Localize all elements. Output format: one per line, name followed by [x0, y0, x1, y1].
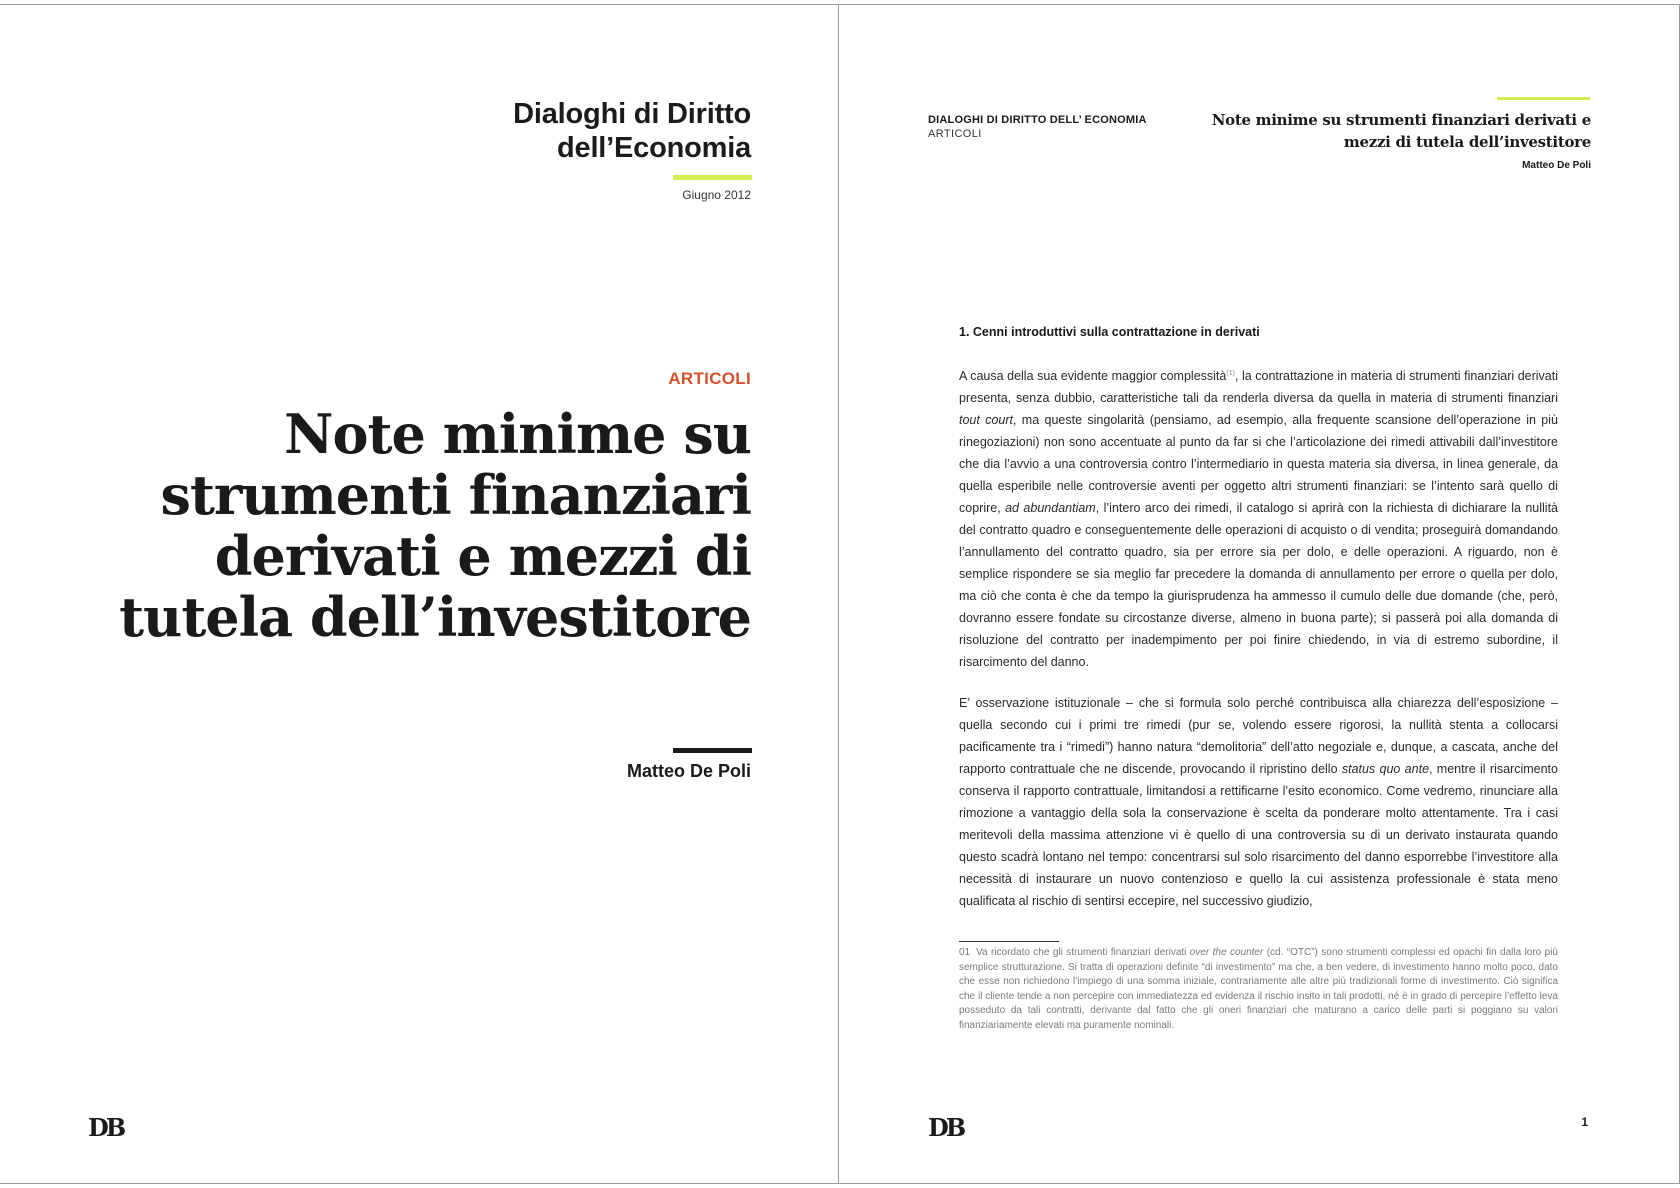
journal-title-line: Dialoghi di Diritto: [513, 98, 751, 130]
article-title: [111, 404, 751, 648]
db-logo: DB: [88, 1113, 124, 1142]
italic-text: tout court: [959, 413, 1013, 428]
italic-text: over the counter: [1189, 947, 1264, 958]
text-run: A causa della sua evidente maggior complessità: [959, 369, 1227, 384]
text-run: , l’intero arco dei rimedi, il catalogo si aprirà con la richiesta di dichiarare la nullità del contratto quadro e conseguentemente delle operazioni di acquisto o di vendita; proseguirà domandando l’annullamento del contratto quadro, sia per errore sia per dolo, e delle operazioni. A riguardo, non è semplice rispondere se sia meglio far precedere la domanda di annullamento per errore o quella per dolo, ma ciò che conta è che da tempo la giurisprudenza ha ammesso il cumulo delle due domande (che, però, dovranno essere fondate su circostanze diverse, almeno in buona parte); si passerà poi alla domanda di risoluzione del contratto per inadempimento per poi finire chiedendo, in via di estremo subordine, il risarcimento del danno.: [959, 501, 1559, 670]
cover-page: [0, 5, 839, 1183]
article-page: [840, 5, 1680, 1183]
section-heading: 1. Cenni introduttivi sulla contrattazione in derivati: [959, 325, 1260, 339]
author-rule: [673, 748, 752, 753]
article-title-line: strumenti finanziari: [160, 463, 751, 527]
footnote-rule: [959, 941, 1059, 942]
running-head-title-line: Note minime su strumenti finanziari derivati e: [1211, 111, 1591, 129]
text-run: (cd. “OTC”) sono strumenti complessi ed opachi fin dalla loro più semplice strutturazione. Si tratta di operazioni definite “di investimento” ma che, a ben vedere, di investimento hanno molto poco, dato che esse non richiedono l’impiego di una somma iniziale, contrariamente alle altre più tradizionali forme di investimento. Ciò significa che il cliente tende a non percepire con immediatezza ed evidenza il rischio insito in tali prodotti, né è in grado di percepire l’effetto leva posseduto da tali contratti, derivante dal fatto che gli oneri finanziari che maturano a carico delle parti si poggiano su valori finanziariamente elevati ma puramente nominali.: [959, 947, 1558, 1031]
page-number: 1: [1581, 1115, 1588, 1129]
body-paragraph: [959, 692, 1558, 912]
running-head-title-line: mezzi di tutela dell’investitore: [1343, 133, 1591, 151]
journal-title: [513, 97, 751, 165]
text-run: E’ osservazione istituzionale – che si formula solo perché contribuisca alla chiarezza dell’esposizione – quella secondo cui i primi tre rimedi (pur se, volendo essere rigorosi, la nullità stenta a collocarsi pacificamente tra i “rimedi”) hanno natura “demolitoria” dell’atto negoziale e, dunque, a cascata, anche del rapporto contrattuale che ne discende, provocando il ripristino dello: [959, 696, 1558, 776]
article-title-line: derivati e mezzi di: [214, 524, 751, 588]
journal-title-line: dell’Economia: [557, 132, 751, 164]
article-title-line: tutela dell’investitore: [119, 585, 751, 649]
article-title-line: Note minime su: [284, 402, 751, 466]
text-run: , la contrattazione in materia di strumenti finanziari derivati presenta, senza dubbio, caratteristiche tali da renderla diversa da quella in materia di strumenti finanziari: [959, 369, 1558, 406]
running-head-section: ARTICOLI: [928, 128, 982, 140]
author-name: Matteo De Poli: [626, 761, 751, 781]
text-run: , mentre il risarcimento conserva il rapporto contrattuale, limitandosi a rettificarne l’esito economico. Come vedremo, rinunciare alla rimozione a vantaggio della sola la conservazione è scelta da ponderare molto attentamente. Tra i casi meritevoli della massima attenzione vi è quello di una controversia su di un derivato instaurata quando questo scadrà lontano nel tempo: concentrarsi sul solo risarcimento del danno esporrebbe l’investitore alla necessità di instaurare un nuovo contenzioso e quello la cui assistenza professionale è stata meno qualificata al rischio di sentirsi eccepire, nel successivo giudizio,: [959, 762, 1558, 908]
running-head-author: Matteo De Poli: [1522, 160, 1591, 171]
document-spread: [0, 4, 1680, 1184]
section-label: ARTICOLI: [668, 369, 751, 388]
text-run: Va ricordato che gli strumenti finanziari derivati: [976, 947, 1190, 958]
accent-rule: [1497, 97, 1590, 100]
issue-date: Giugno 2012: [682, 188, 751, 202]
italic-text: status quo ante: [1341, 762, 1430, 776]
running-head: [928, 113, 1147, 141]
italic-text: ad abundantiam: [1005, 501, 1096, 516]
footnote-number: 01: [959, 947, 971, 958]
text-run: , ma queste singolarità (pensiamo, ad esempio, alla frequente scansione dell’operazione in più rinegoziazioni) non sono accentuate al punto da far si che l’articolazione dei rimedi attivabili dall’investitore che dia l’avvio a una controversia contro l’intermediario in questa materia sia diversa, in linea generale, da quella esperibile nelle controversie aventi per oggetto altri strumenti finanziari: se l’intento sarà quello di coprire,: [959, 413, 1558, 516]
running-head-title: [1171, 109, 1591, 153]
running-head-journal: DIALOGHI DI DIRITTO DELL’ ECONOMIA: [928, 114, 1147, 126]
footnote-reference[interactable]: (1): [1226, 370, 1235, 377]
db-logo: DB: [928, 1113, 964, 1142]
body-paragraph: [959, 363, 1558, 673]
accent-rule: [673, 175, 752, 180]
footnote: [959, 946, 1558, 1033]
